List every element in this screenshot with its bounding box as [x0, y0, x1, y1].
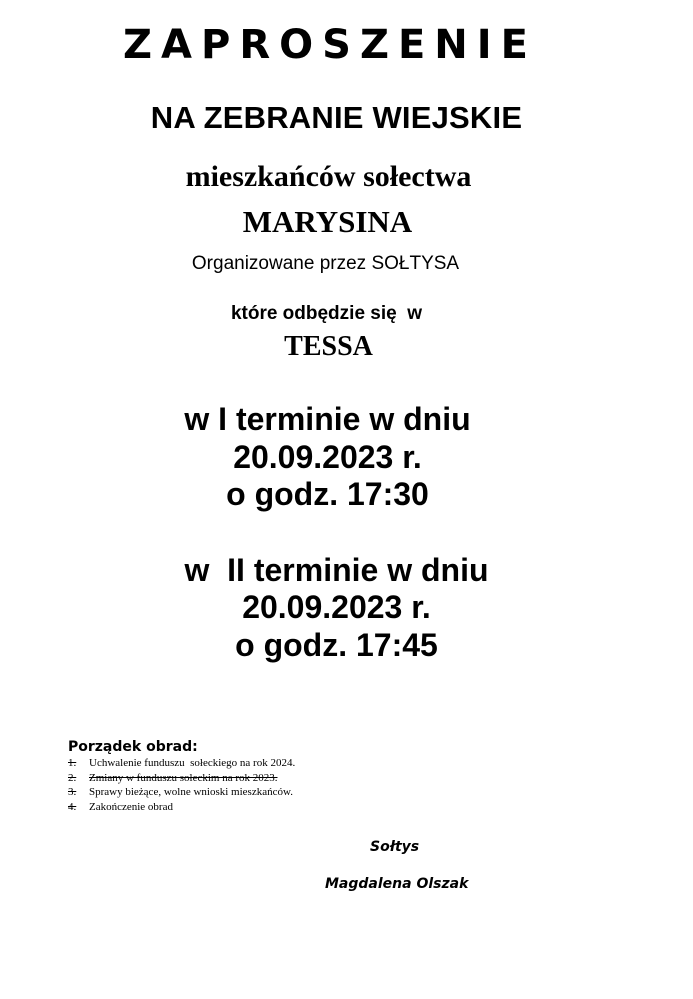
agenda-item-text: Zakończenie obrad	[89, 800, 173, 813]
agenda-item-text: Zmiany w funduszu sołeckim na rok 2023.	[89, 771, 278, 784]
village-name: MARYSINA	[242, 204, 413, 239]
second-term-line: w II terminie w dniu	[184, 552, 489, 588]
second-term-time: o godz. 17:45	[235, 627, 438, 663]
residents-line: mieszkańców sołectwa	[185, 160, 472, 193]
agenda-item-number: 1.	[68, 757, 77, 769]
signature-title: Sołtys	[370, 839, 420, 855]
agenda-item	[68, 800, 295, 815]
agenda-item	[68, 771, 295, 786]
first-term-date: 20.09.2023 r.	[233, 439, 422, 475]
first-term-time: o godz. 17:30	[226, 476, 429, 512]
organizer-line: Organizowane przez SOŁTYSA	[191, 253, 460, 274]
agenda-title: Porządek obrad:	[68, 739, 198, 755]
agenda-item	[68, 756, 295, 771]
agenda-section	[68, 739, 295, 814]
agenda-item-number: 2.	[68, 771, 77, 784]
agenda-item-number: 3.	[68, 786, 77, 798]
agenda-item-text: Uchwalenie funduszu sołeckiego na rok 2024.	[89, 757, 296, 769]
agenda-item-number: 4.	[68, 800, 77, 813]
venue-intro: które odbędzie się w	[230, 303, 423, 324]
agenda-list	[68, 756, 295, 814]
first-term-line: w I terminie w dniu	[184, 401, 471, 437]
invitation-title: ZAPROSZENIE	[123, 22, 537, 68]
agenda-item-text: Sprawy bieżące, wolne wnioski mieszkańców.	[89, 786, 293, 798]
venue-name: TESSA	[284, 331, 373, 362]
second-term-date: 20.09.2023 r.	[242, 589, 431, 625]
signature-name: Magdalena Olszak	[325, 876, 469, 892]
agenda-item	[68, 785, 295, 800]
meeting-subtitle: NA ZEBRANIE WIEJSKIE	[150, 100, 523, 135]
